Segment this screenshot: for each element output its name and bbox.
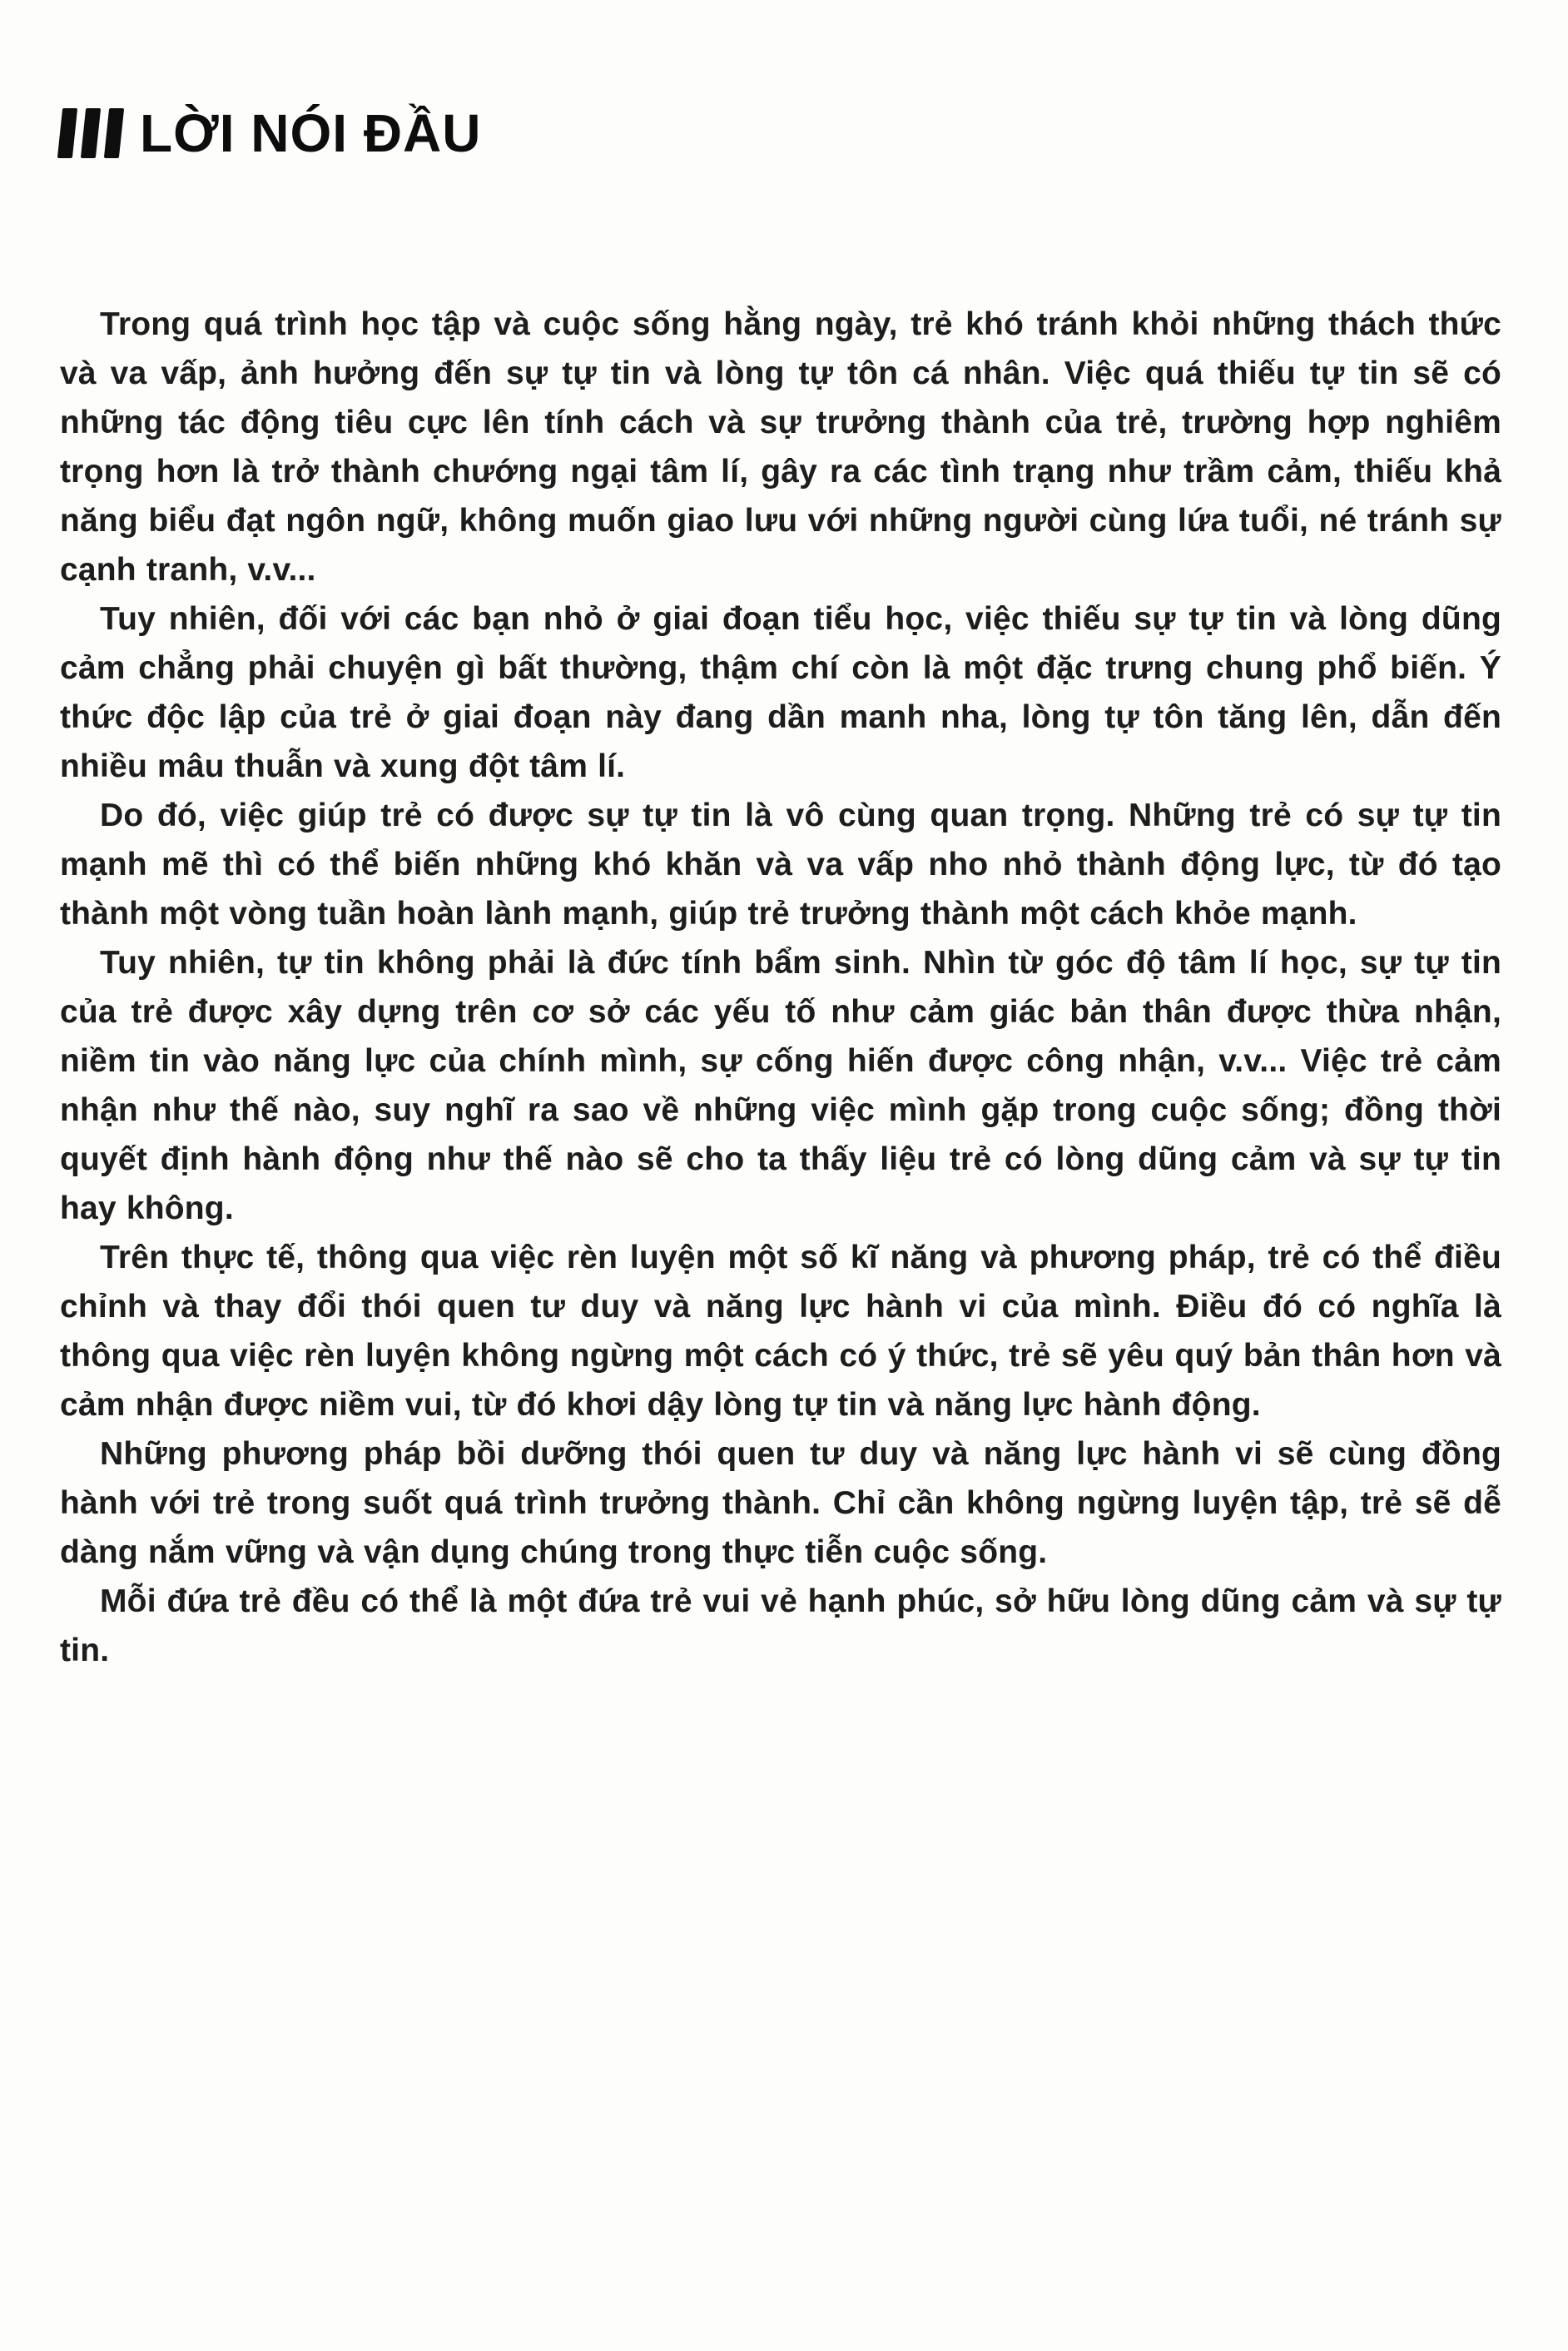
three-vertical-bars-icon [57,108,124,158]
body-text [60,300,1501,1675]
paragraph: Mỗi đứa trẻ đều có thể là một đứa trẻ vui vẻ hạnh phúc, sở hữu lòng dũng cảm và sự tự tin. [60,1583,1501,1668]
paragraph: Trong quá trình học tập và cuộc sống hằng ngày, trẻ khó tránh khỏi những thách thức và va vấp, ảnh hưởng đến sự tự tin và lòng tự tôn cá nhân. Việc quá thiếu tự tin sẽ có những tác động tiêu cực lên tính cách và sự trưởng thành của trẻ, trường hợp nghiêm trọng hơn là trở thành chướng ngại tâm lí, gây ra các tình trạng như trầm cảm, thiếu khả năng biểu đạt ngôn ngữ, không muốn giao lưu với những người cùng lứa tuổi, né tránh sự cạnh tranh, v.v... [60,306,1501,588]
page-title: LỜI NÓI ĐẦU [140,103,482,163]
paragraph: Tuy nhiên, đối với các bạn nhỏ ở giai đoạn tiểu học, việc thiếu sự tự tin và lòng dũng cảm chẳng phải chuyện gì bất thường, thậm chí còn là một đặc trưng chung phổ biến. Ý thức độc lập của trẻ ở giai đoạn này đang dần manh nha, lòng tự tôn tăng lên, dẫn đến nhiều mâu thuẫn và xung đột tâm lí. [60,601,1501,784]
paragraph: Những phương pháp bồi dưỡng thói quen tư duy và năng lực hành vi sẽ cùng đồng hành với trẻ trong suốt quá trình trưởng thành. Chỉ cần không ngừng luyện tập, trẻ sẽ dễ dàng nắm vững và vận dụng chúng trong thực tiễn cuộc sống. [60,1436,1501,1570]
paragraph: Tuy nhiên, tự tin không phải là đức tính bẩm sinh. Nhìn từ góc độ tâm lí học, sự tự tin của trẻ được xây dựng trên cơ sở các yếu tố như cảm giác bản thân được thừa nhận, niềm tin vào năng lực của chính mình, sự cống hiến được công nhận, v.v... Việc trẻ cảm nhận như thế nào, suy nghĩ ra sao về những việc mình gặp trong cuộc sống; đồng thời quyết định hành động như thế nào sẽ cho ta thấy liệu trẻ có lòng dũng cảm và sự tự tin hay không. [60,945,1501,1226]
paragraph: Trên thực tế, thông qua việc rèn luyện một số kĩ năng và phương pháp, trẻ có thể điều chỉnh và thay đổi thói quen tư duy và năng lực hành vi của mình. Điều đó có nghĩa là thông qua việc rèn luyện không ngừng một cách có ý thức, trẻ sẽ yêu quý bản thân hơn và cảm nhận được niềm vui, từ đó khơi dậy lòng tự tin và năng lực hành động. [60,1240,1501,1423]
paragraph: Do đó, việc giúp trẻ có được sự tự tin là vô cùng quan trọng. Những trẻ có sự tự tin mạnh mẽ thì có thể biến những khó khăn và va vấp nho nhỏ thành động lực, từ đó tạo thành một vòng tuần hoàn lành mạnh, giúp trẻ trưởng thành một cách khỏe mạnh. [60,798,1501,932]
section-header [60,103,1501,163]
